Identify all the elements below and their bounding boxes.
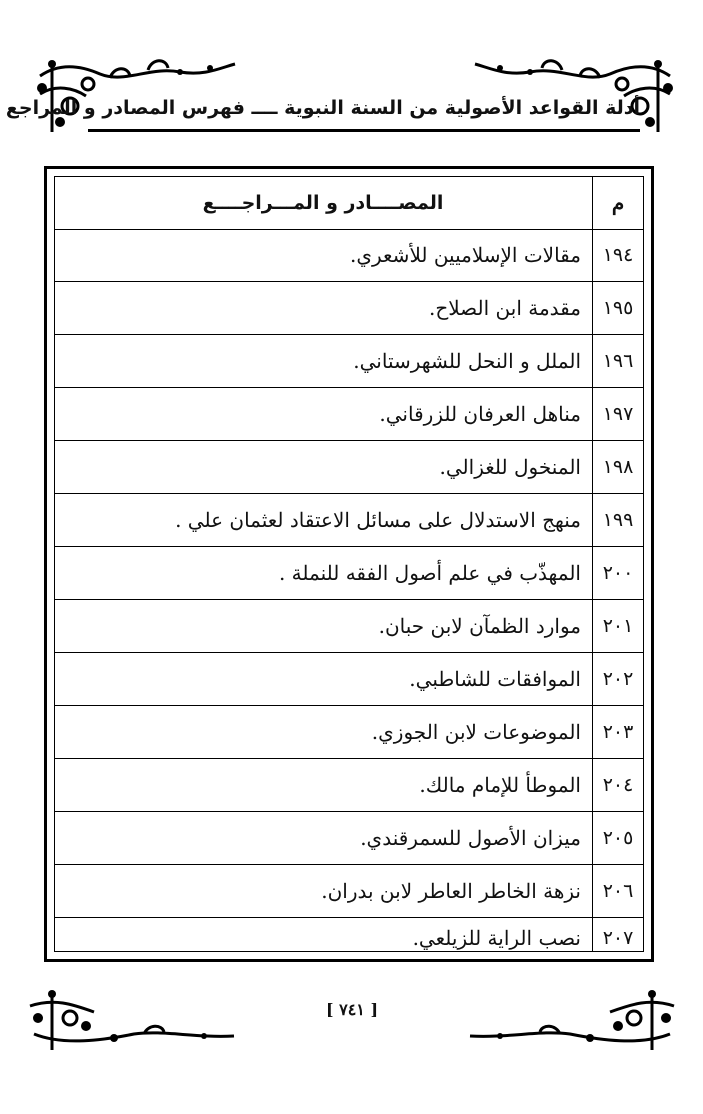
bottom-right-corner-ornament [460, 990, 680, 1060]
entry-title: المنخول للغزالي. [439, 455, 581, 479]
entry-number: ٢٠٦ [602, 880, 634, 902]
table-row [55, 547, 643, 600]
table-row [55, 441, 643, 494]
entry-title: موارد الظمآن لابن حبان. [378, 614, 581, 638]
entry-title: مقالات الإسلاميين للأشعري. [349, 243, 581, 267]
entry-title: نصب الراية للزيلعي. [412, 926, 581, 950]
table-row [55, 335, 643, 388]
table-row [55, 865, 643, 918]
number-column-header: م [611, 191, 625, 215]
entry-number: ١٩٦ [602, 350, 634, 372]
table-row [55, 282, 643, 335]
entry-number: ٢٠٤ [602, 774, 634, 796]
bottom-left-corner-ornament [24, 990, 244, 1060]
entry-number: ١٩٤ [602, 244, 634, 266]
table-row [55, 653, 643, 706]
entry-title: الموطأ للإمام مالك. [419, 773, 581, 797]
table-row [55, 600, 643, 653]
table-header-row [55, 177, 643, 230]
entry-title: الموضوعات لابن الجوزي. [371, 720, 581, 744]
page-number: [ ٧٤١ ] [325, 1000, 379, 1019]
entry-title: منهج الاستدلال على مسائل الاعتقاد لعثمان علي . [175, 508, 581, 532]
entry-title: الملل و النحل للشهرستاني. [353, 349, 581, 373]
entry-title: نزهة الخاطر العاطر لابن بدران. [321, 879, 581, 903]
table-row [55, 388, 643, 441]
table-row [55, 812, 643, 865]
entry-title: المهذّب في علم أصول الفقه للنملة . [278, 561, 581, 585]
entry-number: ١٩٨ [602, 456, 634, 478]
entry-number: ٢٠٣ [602, 721, 634, 743]
entry-title: الموافقات للشاطبي. [409, 667, 581, 691]
entry-number: ٢٠١ [602, 615, 634, 637]
entry-number: ١٩٥ [602, 297, 634, 319]
table-row [55, 706, 643, 759]
entry-number: ٢٠٥ [602, 827, 634, 849]
entry-number: ١٩٩ [602, 509, 634, 531]
header-rule [88, 129, 640, 132]
references-table [44, 166, 654, 962]
table-row [55, 494, 643, 547]
entry-title: مناهل العرفان للزرقاني. [379, 402, 581, 426]
entry-number: ٢٠٧ [602, 927, 634, 949]
entry-title: مقدمة ابن الصلاح. [428, 296, 581, 320]
table-row [55, 759, 643, 812]
table-row [55, 229, 643, 282]
references-table-inner [54, 176, 644, 952]
table-row [55, 918, 643, 958]
entry-number: ١٩٧ [602, 403, 634, 425]
entry-number: ٢٠٠ [602, 562, 634, 584]
entry-title: ميزان الأصول للسمرقندي. [360, 826, 581, 850]
title-column-header: المصــــادر و المـــراجــــع [202, 192, 444, 214]
entry-number: ٢٠٢ [602, 668, 634, 690]
running-header: أدلة القواعد الأصولية من السنة النبوية ــــ فهرس المصادر و المراجع [5, 97, 640, 119]
